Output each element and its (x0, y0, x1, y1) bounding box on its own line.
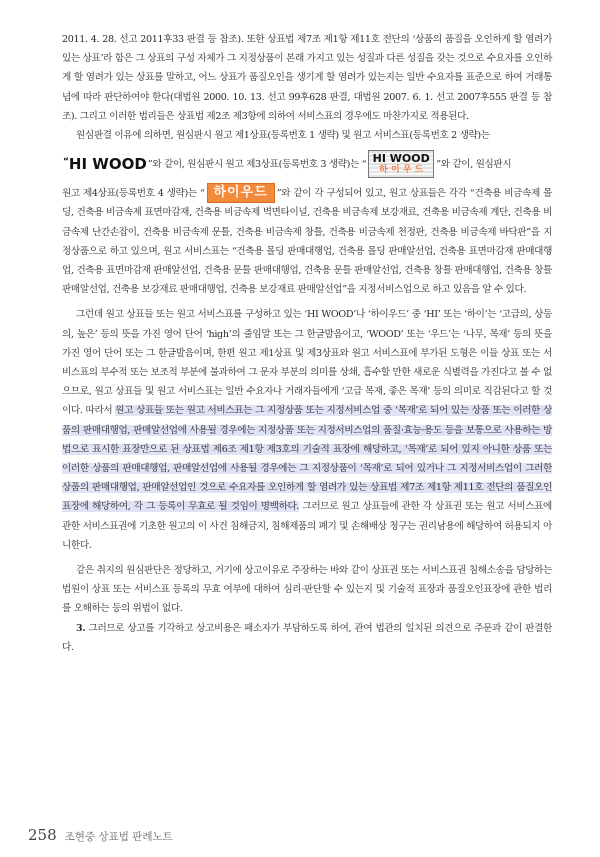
item-number: 3. (76, 622, 86, 634)
paragraph-5: 3. 그러므로 상고를 기각하고 상고비용은 패소자가 부담하도록 하여, 관여 법관의 일치된 의견으로 주문과 같이 판결한다. (62, 622, 552, 653)
logo-line (62, 145, 552, 183)
highlighted-passage: 원고 상표들 또는 원고 서비스표는 그 지정상품 또는 지정서비스업 중 ‘목재’로 되어 있는 상품 또는 이러한 상품의 판매대행업, 판매알선업에 사용될 경우에는 지정상품 또는 지정서비스업의 품질·효능·용도 등을 보통으로 사용하는 방법으로 표시한 표장만으로 된 상표법 제6조 제1항 제3호의 기술적 표장에 해당하고, ‘목재’로 되어 있지 아니한 상품 또는 이러한 상품의 판매대행업, 판매알선업에 사용될 경우에는 그 지정상품이 ‘목재’로 되어 있거나 그 지정서비스업이 그러한 상품의 판매대행업, 판매알선업인 것으로 수요자를 오인하게 할 염려가 있는 상표법 제7조 제1항 제11호 전단의 품질오인표장에 해당하여, 각 그 등록이 무효로 될 것임이 명백하다. (62, 405, 553, 513)
paragraph-2-body: 원고 제4상표(등록번호 4 생략)는 “ 하이우드 ”와 같이 각 구성되어 있고, 원고 상표들은 각각 “건축용 비금속제 몰딩, 건축용 비금속제 표면마감재, 건축용 비금속제 벽면타이널, 건축용 비금속제 보강재료, 건축용 비금속제 계단, 건축용 비금속제 난간손잡이, 건축용 비금속제 문틀, 건축용 비금속제 창틀, 건축용 비금속제 천정판, 건축용 비금속제 바닥판”을 지정상품으로 하고 있으며, 원고 서비스표는 “건축용 몰딩 판매대행업, 건축용 몰딩 판매알선업, 건축용 표면마감재 판매대행업, 건축용 표면마감재 판매알선업, 건축용 문틀 판매대행업, 건축용 문틀 판매알선업, 건축용 창틀 판매대행업, 건축용 창틀 판매알선업, 건축용 보강재료 판매대행업, 건축용 보강재료 판매알선업”을 지정서비스업으로 하고 있음을 알 수 있다. (62, 185, 552, 296)
paragraph-3: 그런데 원고 상표들 또는 원고 서비스표를 구성하고 있는 ‘HI WOOD’나 ‘하이우드’ 중 ‘HI’ 또는 ‘하이’는 ‘고급의, 상등의, 높은’ 등의 뜻을 가진 영어 단어 ‘high’의 줄임말 또는 그 한글발음이고, ‘WOOD’ 또는 ‘우드’는 ‘나무, 목재’ 등의 뜻을 가진 영어 단어 또는 그 한글발음이며, 한편 원고 제1상표 및 제3상표와 원고 서비스표에 부가된 도형은 이들 상표 또는 서비스표의 부수적 또는 보조적 부분에 불과하여 그 문자 부분의 의미를 상쇄, 흡수할 만한 새로운 식별력을 가진다고 볼 수 없으므로, 원고 상표들 및 원고 서비스표는 일반 수요자나 거래자들에게 ‘고급 목재, 좋은 목재’ 등의 의미로 직감된다고 할 것이다. 따라서 원고 상표들 또는 원고 서비스표는 그 지정상품 또는 지정서비스업 중 ‘목재’로 되어 있는 상품 또는 이러한 상품의 판매대행업, 판매알선업에 사용될 경우에는 지정상품 또는 지정서비스업의 품질·효능·용도 등을 보통으로 사용하는 방법으로 표시한 표장만으로 된 상표법 제6조 제1항 제3호의 기술적 표장에 해당하고, ‘목재’로 되어 있지 아니한 상품 또는 이러한 상품의 판매대행업, 판매알선업에 사용될 경우에는 그 지정상품이 ‘목재’로 되어 있거나 그 지정서비스업이 그러한 상품의 판매대행업, 판매알선업인 것으로 수요자를 오인하게 할 염려가 있는 상표법 제7조 제1항 제11호 전단의 품질오인표장에 해당하여, 각 그 등록이 무효로 될 것임이 명백하다. 그러므로 원고 상표들에 관한 각 상표권 또는 원고 서비스표에 관한 서비스표권에 기초한 원고의 이 사건 침해금지, 침해제품의 폐기 및 손해배상 청구는 권리남용에 해당하여 허용되지 아니한다. (62, 309, 553, 551)
page-footer (28, 826, 173, 844)
logo-line-text-1: ”와 같이, 원심판시 원고 제3상표(등록번호 3 생략)는 “ (147, 158, 367, 170)
paragraph-2-intro: 원심판결 이유에 의하면, 원심판시 원고 제1상표(등록번호 1 생략) 및 원고 서비스표(등록번호 2 생략)는 (76, 130, 490, 142)
logo-line-text-2: ”와 같이, 원심판시 (436, 158, 512, 170)
document-body (62, 30, 552, 657)
footer-title: 조현중 상표법 판례노트 (64, 831, 173, 843)
hiwood-logo: “ HI WOOD (63, 154, 147, 173)
hiwood-hangul-logo: HI WOOD 하 이 우 드 (368, 150, 434, 178)
paragraph-1: 2011. 4. 28. 선고 2011후33 판결 등 참조). 또한 상표법 제7조 제1항 제11호 전단의 ‘상품의 품질을 오인하게 할 염려가 있는 상표’라 함은 그 상표의 구성 자체가 그 지정상품이 본래 가지고 있는 성질과 다른 성질을 갖는 것으로 수요자를 오인하게 할 염려가 있는 상표를 말하고, 어느 상표가 품질오인을 생기게 할 염려가 있는지는 일반 수요자를 표준으로 하여 거래통념에 따라 판단하여야 한다(대법원 2000. 10. 13. 선고 99후628 판결, 대법원 2007. 6. 1. 선고 2007후555 판결 등 참조). 그리고 이러한 법리들은 상표법 제2조 제3항에 의하여 서비스표의 경우에도 마찬가지로 적용된다. (62, 34, 552, 122)
page-number: 258 (28, 826, 57, 844)
haiwood-korean-logo: 하이우드 (207, 183, 275, 203)
paragraph-4: 같은 취지의 원심판단은 정당하고, 거기에 상고이유로 주장하는 바와 같이 상표권 또는 서비스표권 침해소송을 담당하는 법원이 상표 또는 서비스표 등록의 무효 여부에 대하여 심리·판단할 수 있는지 및 기술적 표장과 품질오인표장에 관한 법리를 오해하는 등의 위법이 없다. (62, 565, 552, 615)
